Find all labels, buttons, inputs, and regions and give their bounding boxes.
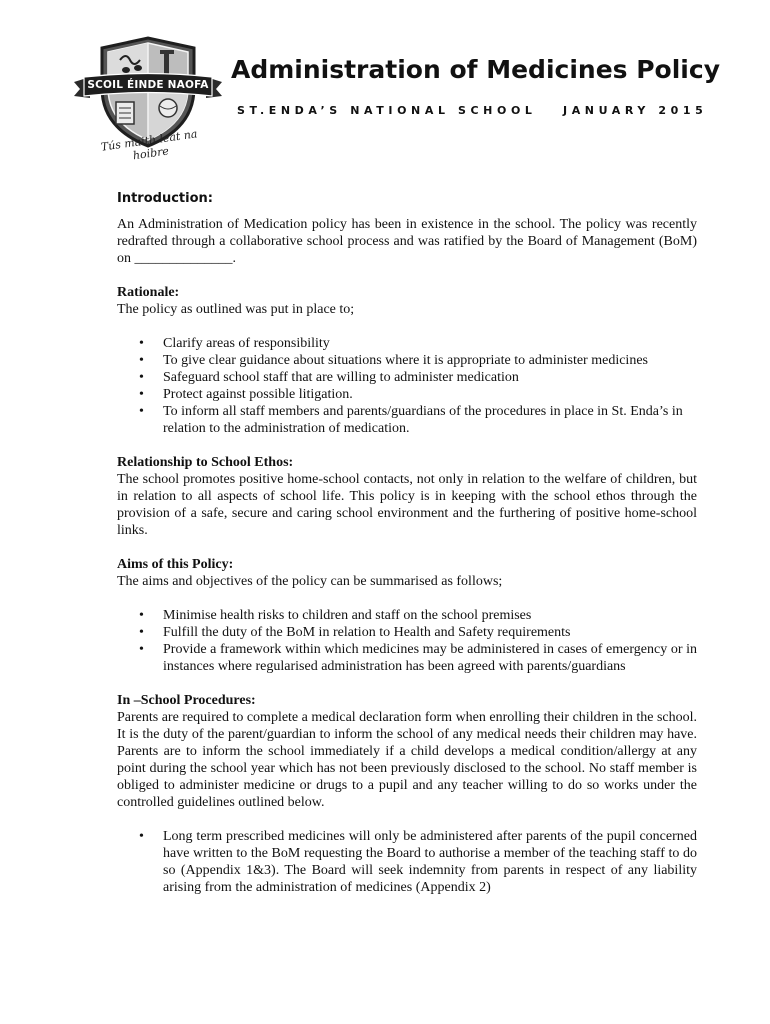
list-item: • Provide a framework within which medicines may be administered in cases of emergency or in instances where regularised administration has been agreed with parents/guardians bbox=[163, 641, 697, 675]
ethos-heading: Relationship to School Ethos: bbox=[117, 455, 294, 470]
procedures-heading: In –School Procedures: bbox=[117, 693, 256, 708]
rationale-lead: The policy as outlined was put in place to; bbox=[117, 302, 355, 317]
list-item: • Safeguard school staff that are willing to administer medication bbox=[163, 369, 697, 386]
document-body bbox=[117, 190, 697, 913]
procedures-list bbox=[117, 828, 697, 896]
school-name: ST.ENDA’S NATIONAL SCHOOL bbox=[237, 104, 537, 117]
list-item: • Clarify areas of responsibility bbox=[163, 335, 697, 352]
list-item: • Fulfill the duty of the BoM in relation to Health and Safety requirements bbox=[163, 624, 697, 641]
aims-lead: The aims and objectives of the policy can be summarised as follows; bbox=[117, 574, 503, 589]
list-item: • To give clear guidance about situations where it is appropriate to administer medicines bbox=[163, 352, 697, 369]
school-crest bbox=[68, 30, 228, 170]
rationale-heading: Rationale: bbox=[117, 285, 180, 300]
introduction-text: An Administration of Medication policy has been in existence in the school. The policy was recently redrafted through a collaborative school process and was ratified by the Board of Management (BoM) on ______________. bbox=[117, 217, 697, 266]
crest-motto: Tús maith leat na hoibre bbox=[100, 127, 199, 163]
ethos-text: The school promotes positive home-school contacts, not only in relation to the welfare of children, but in relation to all aspects of school life. This policy is in keeping with the school ethos through the provision of a safe, secure and caring school environment and the furthering of positive home-school links. bbox=[117, 472, 697, 538]
procedures-text: Parents are required to complete a medical declaration form when enrolling their children in the school. It is the duty of the parent/guardian to inform the school of any medical needs their children may have. Parents are to inform the school immediately if a child develops a medical condition/allergy at any point during the school year which has not been previously disclosed to the school. No staff member is obliged to administer medicine or drugs to a pupil and any teacher willing to do so works under the controlled guidelines outlined below. bbox=[117, 710, 698, 810]
list-item: • To inform all staff members and parents/guardians of the procedures in place in St. Enda’s in relation to the administration of medication. bbox=[163, 403, 697, 437]
document-date: JANUARY 2015 bbox=[563, 104, 708, 117]
list-item: • Long term prescribed medicines will only be administered after parents of the pupil concerned have written to the BoM requesting the Board to authorise a member of the teaching staff to do so (Appendix 1&3). The Board will seek indemnity from parents in respect of any liability arising from the administration of medicines (Appendix 2) bbox=[163, 828, 697, 896]
crest-banner-text: SCOIL ÉINDE NAOFA bbox=[87, 79, 209, 91]
rationale-list bbox=[117, 335, 697, 437]
introduction-heading: Introduction: bbox=[117, 191, 213, 206]
aims-list bbox=[117, 607, 697, 675]
page-title: Administration of Medicines Policy bbox=[231, 55, 720, 84]
list-item: • Protect against possible litigation. bbox=[163, 386, 697, 403]
aims-heading: Aims of this Policy: bbox=[117, 557, 234, 572]
list-item: • Minimise health risks to children and staff on the school premises bbox=[163, 607, 697, 624]
